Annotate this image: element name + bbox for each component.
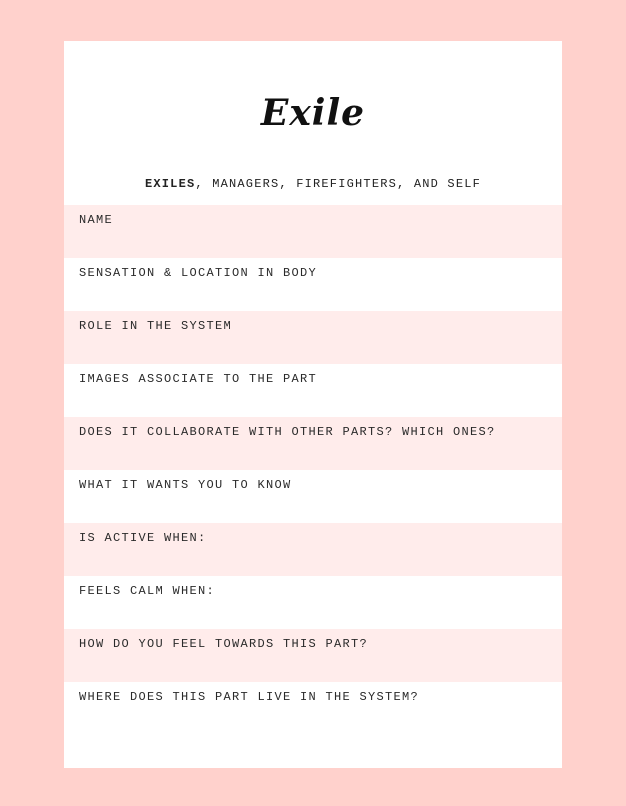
field-row-sensation[interactable] — [64, 258, 562, 311]
field-row-wants[interactable] — [64, 470, 562, 523]
field-label: ROLE IN THE SYSTEM — [79, 319, 233, 333]
field-label: HOW DO YOU FEEL TOWARDS THIS PART? — [79, 637, 369, 651]
subtitle-emphasis: EXILES — [144, 177, 196, 191]
field-row-feel-towards[interactable] — [64, 629, 562, 682]
field-row-role[interactable] — [64, 311, 562, 364]
field-label: DOES IT COLLABORATE WITH OTHER PARTS? WHICH ONES? — [79, 425, 496, 439]
field-row-collaborate[interactable] — [64, 417, 562, 470]
page-title: Exile — [260, 92, 366, 134]
field-row-calm-when[interactable] — [64, 576, 562, 629]
field-label: IMAGES ASSOCIATE TO THE PART — [79, 372, 318, 386]
field-row-active-when[interactable] — [64, 523, 562, 576]
subtitle-rest: , MANAGERS, FIREFIGHTERS, AND SELF — [195, 177, 482, 191]
field-label: IS ACTIVE WHEN: — [79, 531, 207, 545]
field-label: WHERE DOES THIS PART LIVE IN THE SYSTEM? — [79, 690, 420, 704]
field-label: FEELS CALM WHEN: — [79, 584, 216, 598]
page-subtitle — [64, 176, 562, 192]
field-label: NAME — [79, 213, 114, 227]
field-list — [64, 205, 562, 735]
field-row-live-in-system[interactable] — [64, 682, 562, 735]
field-label: SENSATION & LOCATION IN BODY — [79, 266, 318, 280]
field-row-images[interactable] — [64, 364, 562, 417]
field-row-name[interactable] — [64, 205, 562, 258]
field-label: WHAT IT WANTS YOU TO KNOW — [79, 478, 292, 492]
